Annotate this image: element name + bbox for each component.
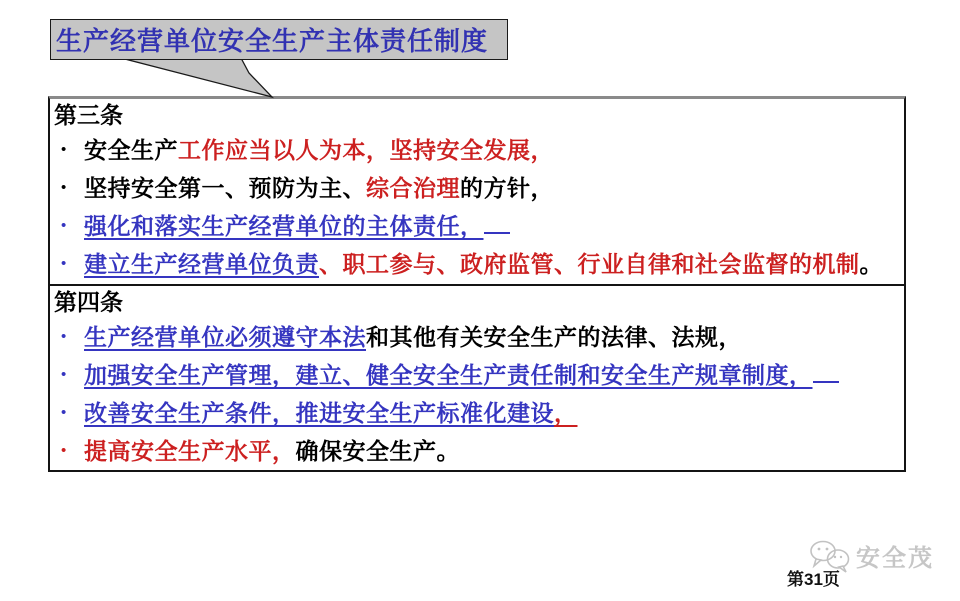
section-article-3 bbox=[50, 99, 904, 286]
text-segment: 确保安全生产。 bbox=[295, 438, 460, 464]
list-item bbox=[52, 169, 902, 207]
bullet-text bbox=[84, 356, 839, 394]
bullet-text bbox=[84, 169, 554, 207]
text-segment: 综合治理 bbox=[366, 175, 460, 201]
bullet-icon: • bbox=[61, 328, 67, 345]
text-segment: 、职工参与、政府监管、行业自律和社会监督的机制 bbox=[319, 251, 860, 277]
bullet-icon: • bbox=[61, 404, 67, 421]
bullet-icon: • bbox=[61, 366, 67, 383]
text-segment: 生产经营单位必须遵守本法 bbox=[84, 324, 366, 350]
bullet-text bbox=[84, 394, 578, 432]
content-box bbox=[48, 96, 906, 472]
bullet-text bbox=[84, 245, 883, 283]
watermark-text: 安全茂 bbox=[856, 545, 934, 572]
bullet-icon: • bbox=[61, 179, 67, 196]
page-number: 第31页 bbox=[787, 570, 840, 589]
text-segment: 的方针， bbox=[460, 175, 554, 201]
text-segment: 改善安全生产条件，推进安全生产标准化建设 bbox=[84, 400, 554, 426]
text-segment: 建立生产经营单位负责 bbox=[84, 251, 319, 277]
text-segment: 加强安全生产管理，建立、健全安全生产责任制和安全生产规章制度， bbox=[84, 362, 813, 388]
section-heading: 第四条 bbox=[54, 289, 123, 315]
text-segment: 提高安全生产水平， bbox=[84, 438, 296, 464]
text-segment: 安全生产 bbox=[84, 137, 178, 163]
list-item bbox=[52, 207, 902, 245]
bullet-text bbox=[84, 432, 460, 470]
list-item bbox=[52, 318, 902, 356]
text-segment: 强化和落实生产经营单位的主体责任， bbox=[84, 213, 484, 239]
bullet-list bbox=[52, 131, 902, 283]
bullet-icon: • bbox=[61, 442, 67, 459]
text-segment: 。 bbox=[859, 251, 883, 277]
section-article-4 bbox=[50, 286, 904, 470]
text-segment: 坚持安全第一、预防为主、 bbox=[84, 175, 366, 201]
bullet-icon: • bbox=[61, 217, 67, 234]
section-heading: 第三条 bbox=[54, 102, 123, 128]
title-callout-bubble bbox=[50, 19, 508, 60]
underline-trail bbox=[484, 212, 510, 234]
list-item bbox=[52, 356, 902, 394]
bullet-icon: • bbox=[61, 255, 67, 272]
list-item bbox=[52, 394, 902, 432]
text-segment: 工作应当以人为本，坚持安全发展， bbox=[178, 137, 554, 163]
list-item bbox=[52, 131, 902, 169]
underline-trail bbox=[813, 361, 839, 383]
bullet-text bbox=[84, 131, 554, 169]
list-item bbox=[52, 245, 902, 283]
bullet-text bbox=[84, 318, 742, 356]
text-segment: 和其他有关安全生产的法律、法规， bbox=[366, 324, 742, 350]
page-title: 生产经营单位安全生产主体责任制度 bbox=[56, 26, 489, 56]
bullet-icon: • bbox=[61, 141, 67, 158]
text-segment: ， bbox=[554, 400, 578, 426]
bullet-text bbox=[84, 207, 510, 245]
list-item bbox=[52, 432, 902, 470]
bullet-list bbox=[52, 318, 902, 470]
